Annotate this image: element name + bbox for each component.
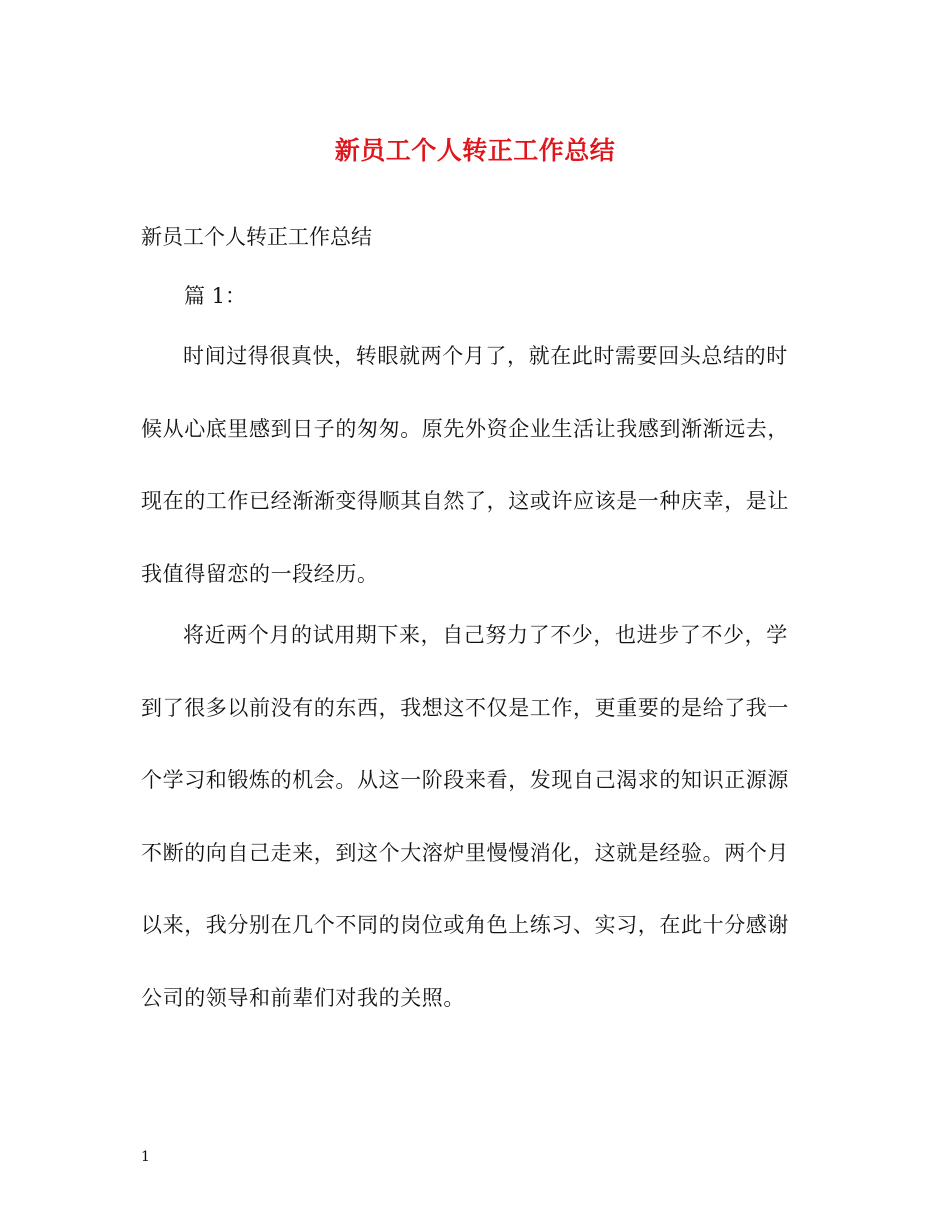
paragraph-line: 个学习和锻炼的机会。从这一阶段来看，发现自己渴求的知识正源源 [141, 768, 789, 792]
paragraph-2 [141, 620, 801, 1055]
document-subtitle: 新员工个人转正工作总结 [141, 225, 372, 249]
paragraph-1 [141, 341, 801, 631]
paragraph-line: 候从心底里感到日子的匆匆。原先外资企业生活让我感到渐渐远去， [141, 416, 789, 441]
paragraph-line: 公司的领导和前辈们对我的关照。 [141, 985, 465, 1010]
paragraph-line: 我值得留恋的一段经历。 [141, 561, 379, 586]
paragraph-line: 到了很多以前没有的东西，我想这不仅是工作，更重要的是给了我一 [141, 695, 789, 720]
paragraph-line: 以来，我分别在几个不同的岗位或角色上练习、实习，在此十分感谢 [141, 913, 789, 937]
paragraph-line: 不断的向自己走来，到这个大溶炉里慢慢消化，这就是经验。两个月 [141, 840, 789, 865]
page-number: 1 [141, 1149, 150, 1165]
paragraph-line: 将近两个月的试用期下来，自己努力了不少，也进步了不少，学 [183, 623, 788, 647]
section-label: 篇 1： [184, 284, 247, 308]
paragraph-line: 时间过得很真快，转眼就两个月了，就在此时需要回头总结的时 [183, 344, 788, 368]
document-title: 新员工个人转正工作总结 [334, 136, 616, 165]
paragraph-line: 现在的工作已经渐渐变得顺其自然了，这或许应该是一种庆幸，是让 [141, 489, 789, 513]
